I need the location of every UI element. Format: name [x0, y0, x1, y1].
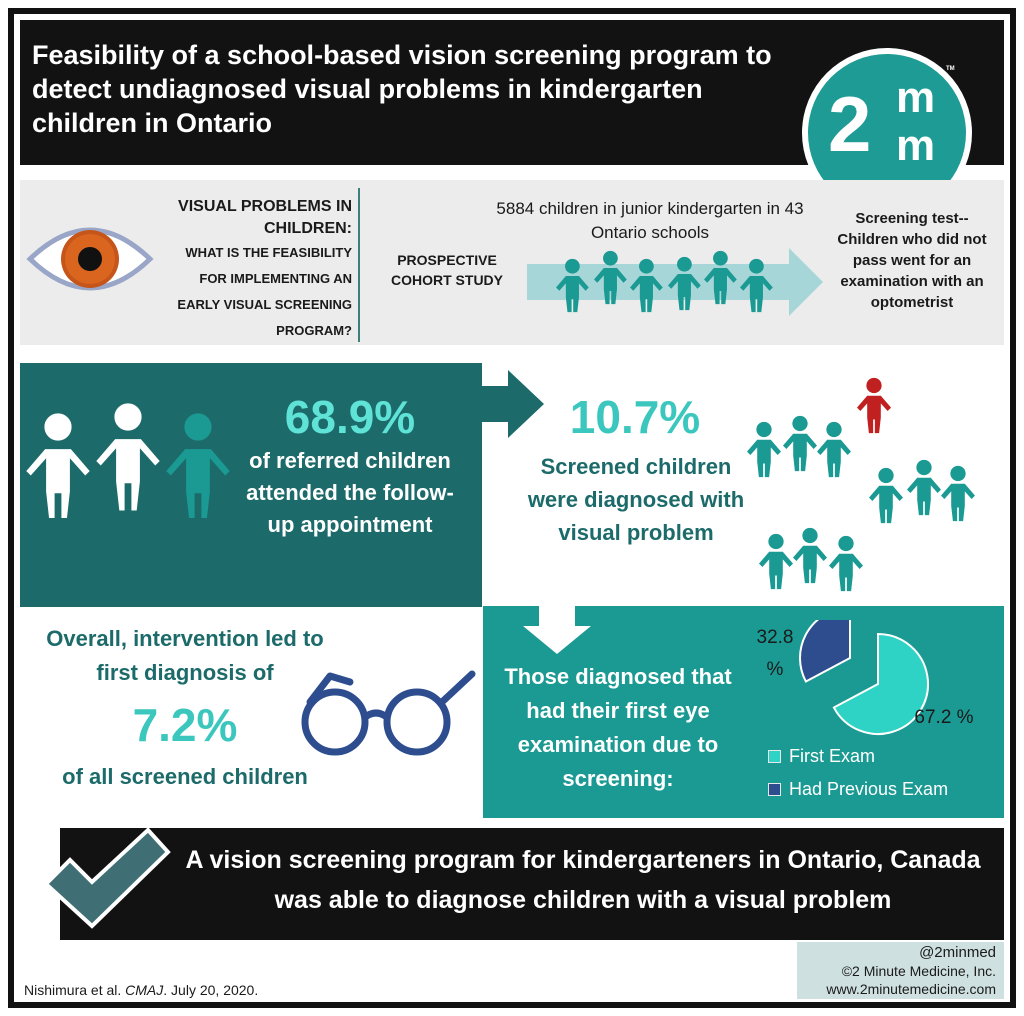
child-figure-icon: [759, 534, 793, 589]
question-lead: VISUAL PROBLEMS IN CHILDREN:: [178, 198, 352, 237]
overall-percentage: 7.2%: [132, 699, 238, 751]
child-figure-icon: [24, 412, 92, 518]
website-link[interactable]: www.2minutemedicine.com: [826, 981, 996, 997]
child-figure-icon: [556, 259, 589, 312]
credits-box: [797, 942, 1004, 999]
child-figure-icon: [857, 378, 891, 433]
child-figure-icon: [941, 466, 975, 521]
divider: [358, 188, 360, 342]
attended-description: of referred children attended the follow-up appointment: [246, 448, 454, 537]
eye-icon: [26, 205, 154, 313]
legend-item-previous-exam: [768, 773, 988, 806]
conclusion-text: A vision screening program for kindergarteners in Ontario, Canada was able to diagnose children with a visual problem: [185, 846, 981, 914]
page-title: Feasibility of a school-based vision screening program to detect undiagnosed visual problems in kindergarten children in Ontario: [32, 40, 772, 138]
legend-item-first-exam: [768, 740, 988, 773]
first-exam-pie-chart: [790, 620, 930, 740]
child-figure-icon: [630, 259, 663, 312]
citation-authors: Nishimura et al.: [24, 982, 122, 998]
screening-description: Screening test-- Children who did not pass went for an examination with an optometrist: [837, 210, 987, 311]
citation-journal: CMAJ: [125, 982, 164, 998]
child-figure-icon: [740, 259, 773, 312]
child-figure-icon: [94, 402, 162, 513]
checkmark-icon: [40, 828, 172, 933]
study-design-label: PROSPECTIVE COHORT STUDY: [391, 252, 503, 288]
arrow-right-icon: [478, 370, 548, 442]
glasses-icon: [290, 662, 485, 762]
question-body: WHAT IS THE FEASIBILITY FOR IMPLEMENTING AN EARLY VISUAL SCREENING PROGRAM?: [177, 245, 352, 338]
child-figure-icon: [829, 536, 863, 591]
child-figure-icon: [783, 416, 817, 471]
logo-letter-top: m: [896, 73, 936, 122]
legend-swatch: [768, 750, 781, 763]
pie-value-label-previous: 32.8 %: [756, 627, 794, 680]
child-figure-icon: [793, 528, 827, 583]
social-handle: @2minmed: [919, 944, 996, 961]
cohort-children-icons: [556, 248, 786, 316]
logo-digit: 2: [828, 80, 872, 168]
cohort-description: 5884 children in junior kindergarten in 43 Ontario schools: [496, 199, 804, 242]
attended-percentage: 68.9%: [284, 391, 416, 443]
overall-lead: Overall, intervention led to first diagnosis of: [46, 626, 324, 685]
diagnosed-description: Screened children were diagnosed with visual problem: [527, 454, 745, 545]
research-question: [160, 196, 352, 344]
child-figure-icon: [817, 422, 851, 477]
legend-swatch: [768, 783, 781, 796]
child-figure-icon: [594, 251, 627, 304]
child-figure-icon: [907, 460, 941, 515]
child-figure-icon: [747, 422, 781, 477]
screened-children-icons: [745, 375, 990, 600]
pie-legend: [768, 740, 988, 806]
child-figure-icon: [164, 412, 232, 518]
diagnosed-percentage: 10.7%: [569, 391, 701, 443]
pie-value-label-first: 67.2 %: [914, 707, 974, 728]
company-name: ©2 Minute Medicine, Inc.: [841, 963, 996, 979]
first-exam-description: Those diagnosed that had their first eye examination due to screening:: [504, 664, 732, 791]
citation-date: . July 20, 2020.: [163, 982, 259, 998]
child-figure-icon: [668, 257, 701, 310]
arrow-down-icon: [523, 604, 595, 656]
overall-tail: of all screened children: [62, 764, 308, 789]
logo-letter-bottom: m: [896, 121, 936, 170]
logo-trademark: TM: [946, 66, 955, 72]
child-figure-icon: [704, 251, 737, 304]
children-group-icon: [22, 398, 237, 518]
legend-label: First Exam: [789, 746, 876, 766]
pie-slice-previous-exam: [800, 620, 850, 682]
citation: [24, 982, 258, 998]
child-figure-icon: [869, 468, 903, 523]
legend-label: Had Previous Exam: [789, 779, 949, 799]
